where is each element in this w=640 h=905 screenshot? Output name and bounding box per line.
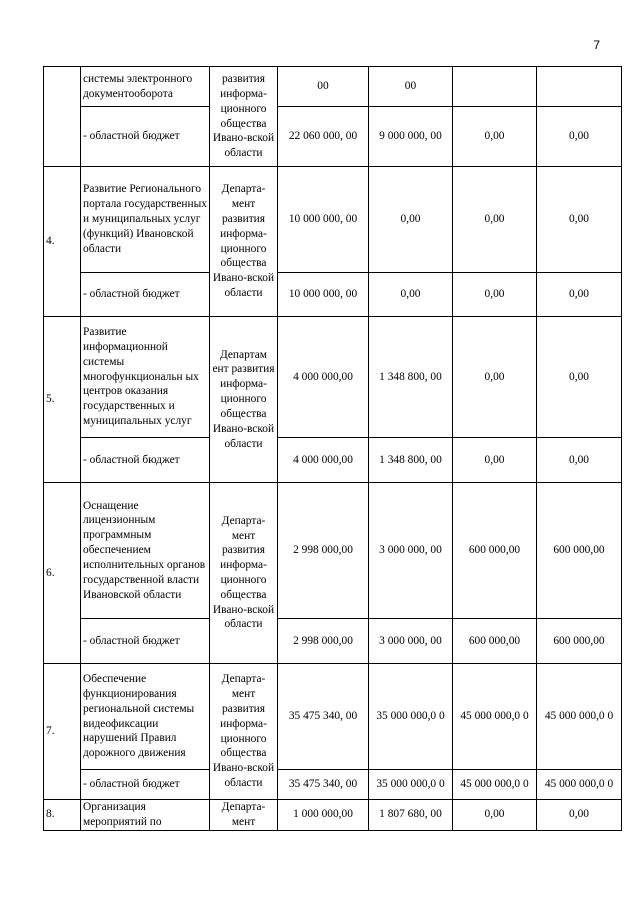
budget-label: - областной бюджет [81,770,210,800]
table-row [44,317,622,438]
item-name: системы электронного документооборота [81,67,210,107]
value-cell: 1 348 800, 00 [369,438,453,483]
value-cell: 0,00 [537,273,622,317]
value-cell: 2 998 000,00 [278,619,369,664]
value-cell: 0,00 [453,800,537,831]
value-cell: 0,00 [537,107,622,167]
value-cell: 3 000 000, 00 [369,483,453,619]
item-executor: Департам ент развития информа-ционного общества Ивано-вской области [210,317,278,483]
value-cell: 45 000 000,0 0 [453,770,537,800]
value-cell: 45 000 000,0 0 [537,770,622,800]
item-executor: Департа-мент развития информа-ционного общества Ивано-вской области [210,167,278,317]
value-cell: 0,00 [537,317,622,438]
budget-label: - областной бюджет [81,619,210,664]
value-cell: 00 [278,67,369,107]
budget-label: - областной бюджет [81,438,210,483]
value-cell: 2 998 000,00 [278,483,369,619]
program-budget-table [43,66,622,831]
item-executor: Департа-мент [210,800,278,831]
budget-row [44,619,622,664]
value-cell: 00 [369,67,453,107]
value-cell: 0,00 [453,273,537,317]
item-number: 5. [44,317,81,483]
value-cell: 9 000 000, 00 [369,107,453,167]
value-cell: 0,00 [453,167,537,273]
value-cell: 600 000,00 [453,483,537,619]
value-cell: 0,00 [537,800,622,831]
value-cell: 1 000 000,00 [278,800,369,831]
item-executor: Департа-мент развития информа-ционного общества Ивано-вской области [210,483,278,664]
value-cell: 1 348 800, 00 [369,317,453,438]
value-cell: 4 000 000,00 [278,317,369,438]
value-cell: 0,00 [453,107,537,167]
item-name: Обеспечение функционирования региональной системы видеофиксации нарушений Правил дорожного движения [81,664,210,770]
value-cell [453,67,537,107]
budget-label: - областной бюджет [81,107,210,167]
value-cell: 10 000 000, 00 [278,167,369,273]
page-number: 7 [593,38,600,52]
table-row [44,800,622,831]
value-cell: 3 000 000, 00 [369,619,453,664]
table-row [44,167,622,273]
item-number [44,67,81,167]
value-cell: 4 000 000,00 [278,438,369,483]
value-cell: 10 000 000, 00 [278,273,369,317]
item-number: 8. [44,800,81,831]
item-executor: развития информа-ционного общества Ивано-вской области [210,67,278,167]
value-cell: 0,00 [369,273,453,317]
item-number: 6. [44,483,81,664]
value-cell: 35 000 000,0 0 [369,664,453,770]
value-cell: 600 000,00 [537,619,622,664]
table-row [44,67,622,107]
value-cell: 600 000,00 [537,483,622,619]
item-name: Организация мероприятий по [81,800,210,831]
value-cell: 45 000 000,0 0 [537,664,622,770]
budget-label: - областной бюджет [81,273,210,317]
table-row [44,483,622,619]
item-number: 7. [44,664,81,800]
budget-row [44,107,622,167]
item-name: Развитие информационной системы многофункциональн ых центров оказания государственных и муниципальных услуг [81,317,210,438]
value-cell: 0,00 [537,438,622,483]
value-cell: 45 000 000,0 0 [453,664,537,770]
item-number: 4. [44,167,81,317]
value-cell: 0,00 [537,167,622,273]
budget-row [44,273,622,317]
budget-row [44,438,622,483]
value-cell: 0,00 [453,438,537,483]
item-executor: Департа-мент развития информа-ционного общества Ивано-вской области [210,664,278,800]
value-cell: 600 000,00 [453,619,537,664]
value-cell: 1 807 680, 00 [369,800,453,831]
value-cell: 22 060 000, 00 [278,107,369,167]
value-cell: 35 475 340, 00 [278,770,369,800]
item-name: Оснащение лицензионным программным обеспечением исполнительных органов государственной власти Ивановской области [81,483,210,619]
item-name: Развитие Регионального портала государственных и муниципальных услуг (функций) Ивановской области [81,167,210,273]
budget-row [44,770,622,800]
value-cell: 35 475 340, 00 [278,664,369,770]
table-row [44,664,622,770]
value-cell: 0,00 [369,167,453,273]
value-cell: 35 000 000,0 0 [369,770,453,800]
value-cell [537,67,622,107]
value-cell: 0,00 [453,317,537,438]
